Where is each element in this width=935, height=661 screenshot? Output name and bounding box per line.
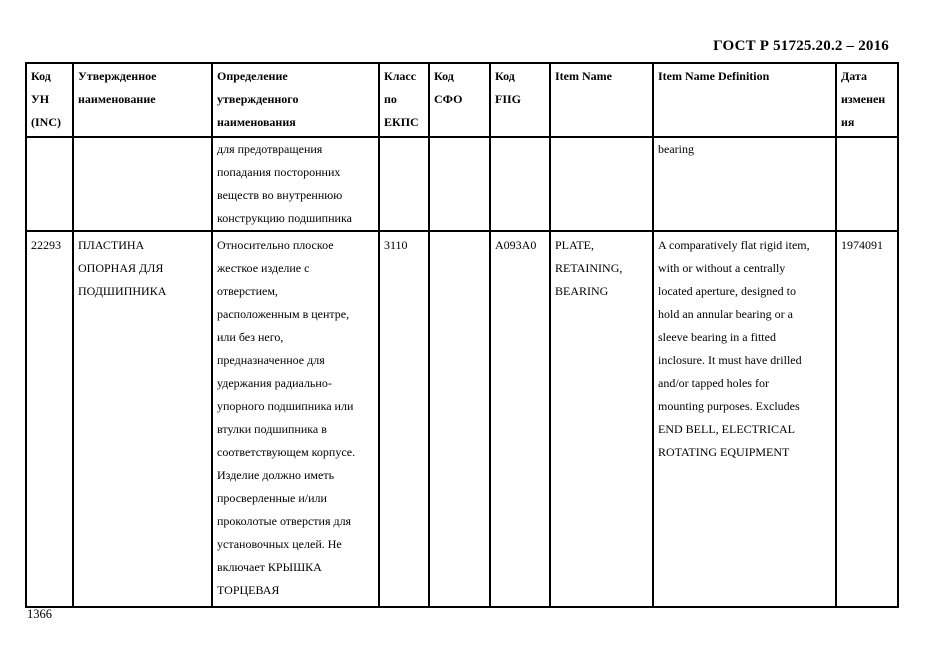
cell-text-line: упорного подшипника или	[217, 399, 354, 413]
cell-text-line: END BELL, ELECTRICAL	[658, 422, 795, 436]
cell-text-line: PLATE,	[555, 238, 594, 252]
header-line: УН	[31, 92, 50, 106]
cell-text-line: ПОДШИПНИКА	[78, 284, 167, 298]
cell-text-line: расположенным в центре,	[217, 307, 350, 321]
header-line: утвержденного	[217, 92, 299, 106]
cell-text-line: with or without a centrally	[658, 261, 786, 275]
cell-text-line: mounting purposes. Excludes	[658, 399, 800, 413]
header-line: ия	[841, 115, 855, 129]
column-header-fiig-code	[490, 63, 550, 137]
cell-change-date	[836, 231, 898, 607]
header-line: Класс	[384, 69, 417, 83]
catalog-table	[25, 62, 899, 608]
cell-approved-name	[73, 231, 212, 607]
cell-text-line: A093A0	[495, 238, 537, 252]
cell-text-line: попадания посторонних	[217, 165, 341, 179]
cell-item-name	[550, 231, 653, 607]
cell-text-line: предназначенное для	[217, 353, 325, 367]
column-header-item-name	[550, 63, 653, 137]
cell-text-line: sleeve bearing in a fitted	[658, 330, 776, 344]
cell-item-name-definition	[653, 231, 836, 607]
cell-text-line: веществ во внутреннюю	[217, 188, 343, 202]
cell-approved-name	[73, 137, 212, 231]
cell-sfo-code	[429, 137, 490, 231]
cell-text-line: ОПОРНАЯ ДЛЯ	[78, 261, 164, 275]
header-line: Дата	[841, 69, 867, 83]
cell-text-line: отверстием,	[217, 284, 278, 298]
header-line: Определение	[217, 69, 288, 83]
column-header-ekps-class	[379, 63, 429, 137]
column-header-sfo-code	[429, 63, 490, 137]
cell-text-line: жесткое изделие с	[217, 261, 310, 275]
cell-ekps-class	[379, 231, 429, 607]
cell-text-line: конструкцию подшипника	[217, 211, 352, 225]
cell-sfo-code	[429, 231, 490, 607]
column-header-approved-name	[73, 63, 212, 137]
header-line: наименования	[217, 115, 296, 129]
cell-text-line: 3110	[384, 238, 408, 252]
cell-text-line: bearing	[658, 142, 694, 156]
header-line: Item Name	[555, 69, 612, 83]
table-row-continuation	[26, 137, 898, 231]
header-line: Item Name Definition	[658, 69, 770, 83]
cell-text-line: соответствующем корпусе.	[217, 445, 356, 459]
header-line: Утвержденное	[78, 69, 157, 83]
cell-ekps-class	[379, 137, 429, 231]
header-line: ЕКПС	[384, 115, 419, 129]
column-header-change-date	[836, 63, 898, 137]
header-line: наименование	[78, 92, 156, 106]
cell-text-line: and/or tapped holes for	[658, 376, 769, 390]
cell-text-line: втулки подшипника в	[217, 422, 327, 436]
header-line: изменен	[841, 92, 886, 106]
cell-approved-definition	[212, 137, 379, 231]
cell-fiig-code	[490, 137, 550, 231]
cell-item-name-definition	[653, 137, 836, 231]
column-header-item-name-definition	[653, 63, 836, 137]
cell-text-line: ПЛАСТИНА	[78, 238, 145, 252]
cell-approved-definition	[212, 231, 379, 607]
column-header-inc	[26, 63, 73, 137]
page-number: 1366	[27, 607, 52, 621]
header-row	[26, 63, 898, 137]
cell-inc	[26, 137, 73, 231]
column-header-approved-definition	[212, 63, 379, 137]
header-line: Код	[31, 69, 51, 83]
header-line: FIIG	[495, 92, 522, 106]
cell-text-line: установочных целей. Не	[217, 537, 342, 551]
cell-text-line: inclosure. It must have drilled	[658, 353, 802, 367]
cell-text-line: located aperture, designed to	[658, 284, 796, 298]
table-row	[26, 231, 898, 607]
header-line: (INC)	[31, 115, 61, 129]
cell-item-name	[550, 137, 653, 231]
cell-text-line: Изделие должно иметь	[217, 468, 335, 482]
cell-text-line: ROTATING EQUIPMENT	[658, 445, 790, 459]
header-line: Код	[495, 69, 515, 83]
cell-change-date	[836, 137, 898, 231]
cell-text-line: включает КРЫШКА	[217, 560, 322, 574]
cell-text-line: 22293	[31, 238, 61, 252]
cell-text-line: проколотые отверстия для	[217, 514, 352, 528]
cell-text-line: RETAINING,	[555, 261, 623, 275]
cell-text-line: 1974091	[841, 238, 883, 252]
cell-text-line: BEARING	[555, 284, 609, 298]
cell-text-line: или без него,	[217, 330, 284, 344]
cell-text-line: просверленные и/или	[217, 491, 327, 505]
header-line: по	[384, 92, 397, 106]
cell-text-line: A comparatively flat rigid item,	[658, 238, 810, 252]
header-line: СФО	[434, 92, 463, 106]
standard-code: ГОСТ Р 51725.20.2 – 2016	[713, 38, 889, 54]
cell-inc	[26, 231, 73, 607]
cell-fiig-code	[490, 231, 550, 607]
cell-text-line: Относительно плоское	[217, 238, 334, 252]
header-line: Код	[434, 69, 454, 83]
cell-text-line: ТОРЦЕВАЯ	[217, 583, 280, 597]
cell-text-line: для предотвращения	[217, 142, 323, 156]
cell-text-line: удержания радиально-	[217, 376, 332, 390]
cell-text-line: hold an annular bearing or a	[658, 307, 793, 321]
